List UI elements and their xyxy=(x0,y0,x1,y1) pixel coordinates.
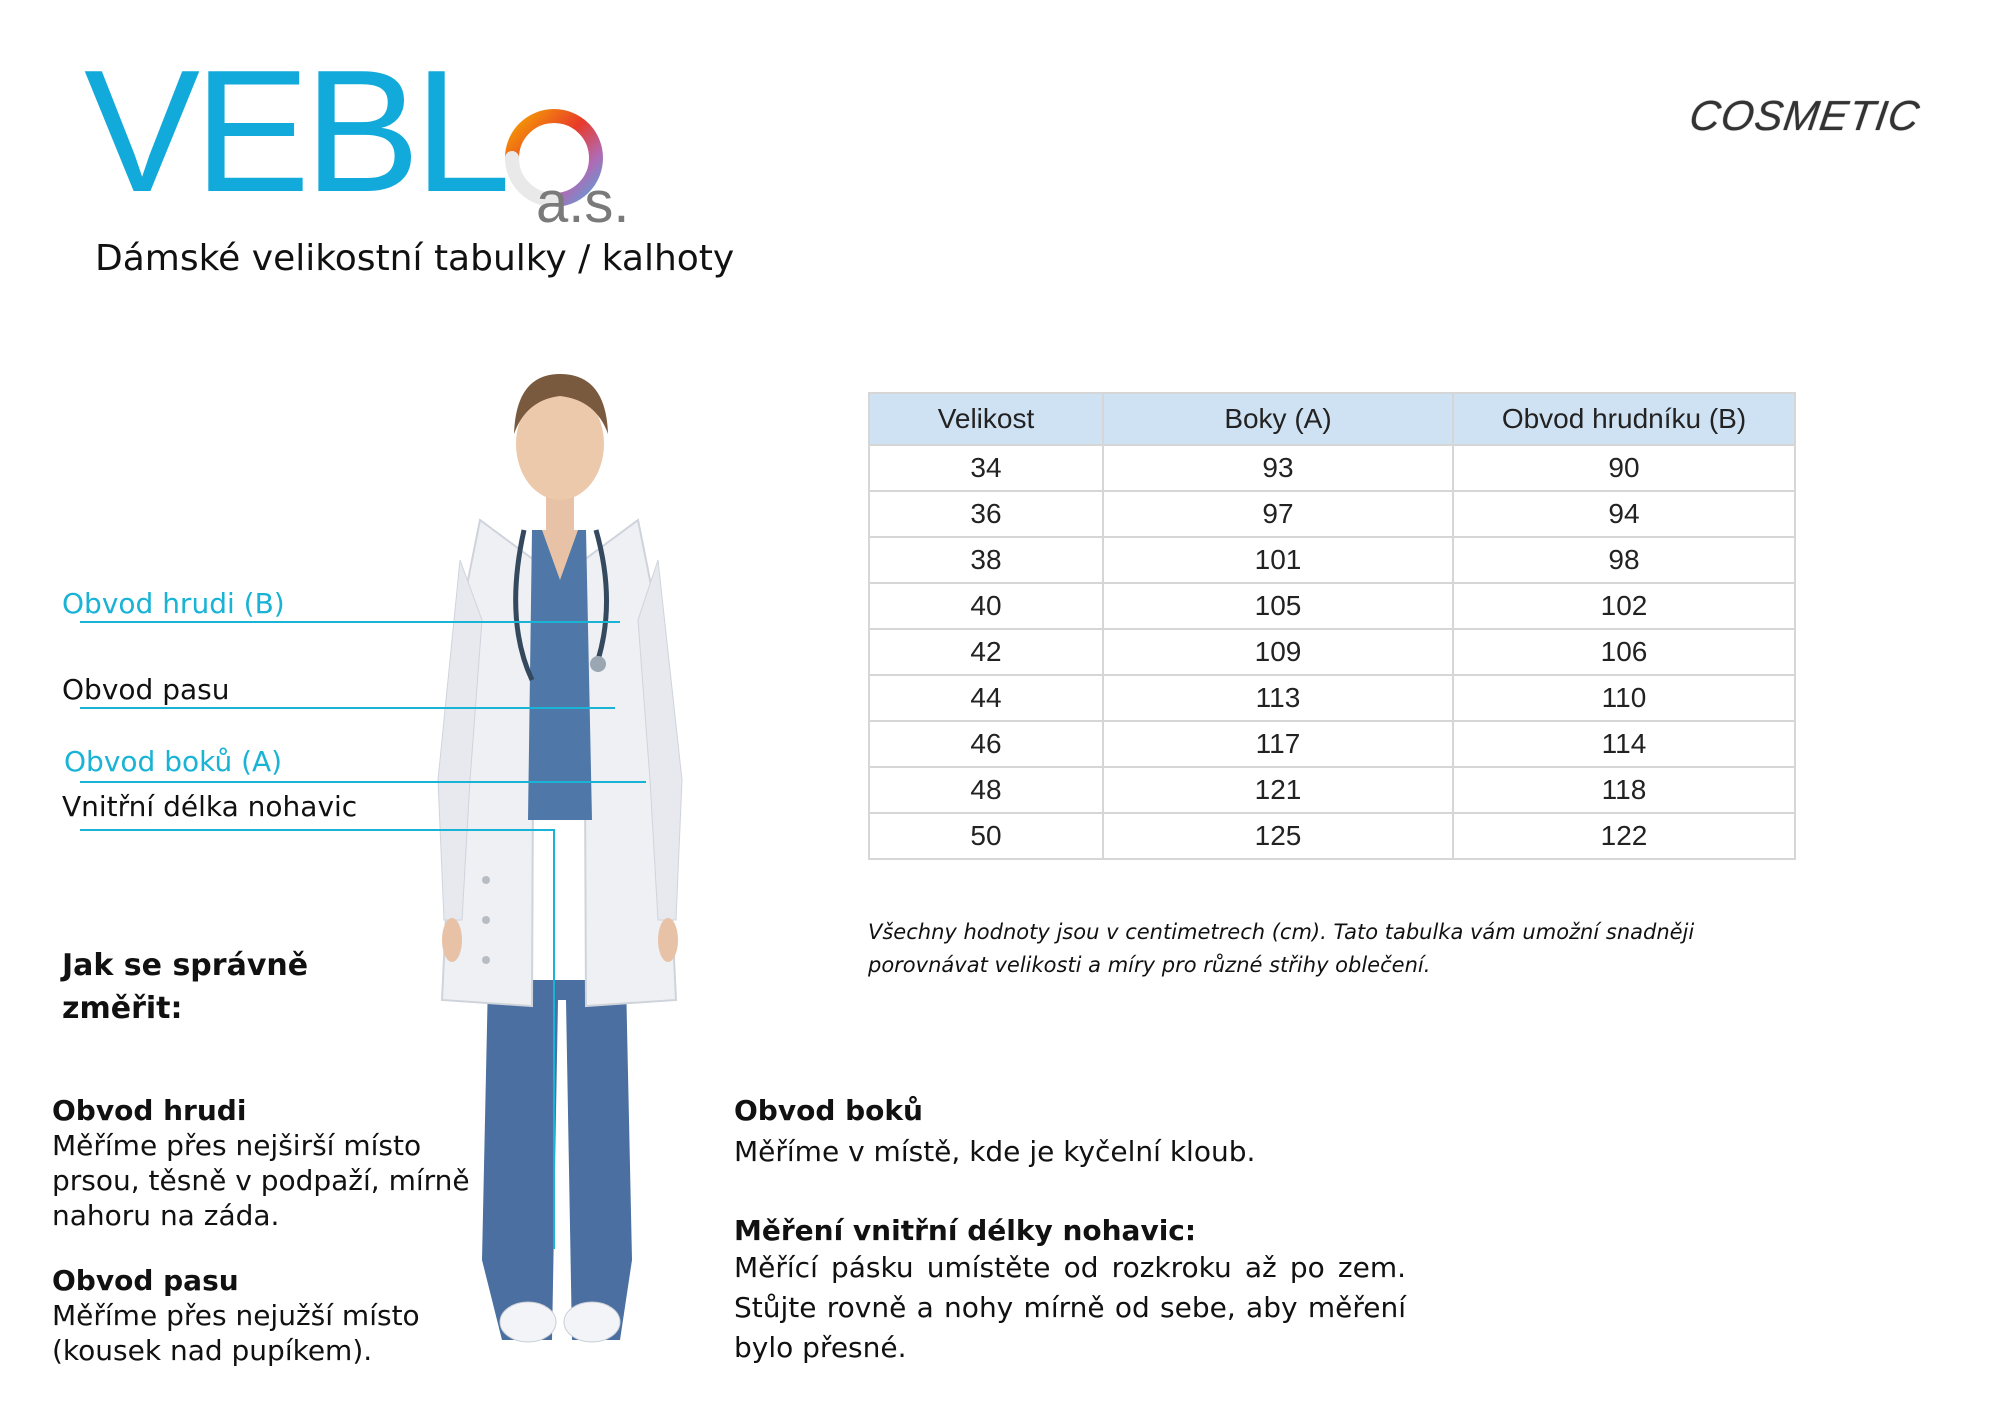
hips-section-heading: Obvod boků xyxy=(734,1094,923,1127)
cell-chest: 94 xyxy=(1453,491,1795,537)
waist-section-text: Měříme přes nejužší místo (kousek nad pupíkem). xyxy=(52,1298,420,1367)
table-row xyxy=(869,583,1795,629)
chest-measure-label: Obvod hrudi (B) xyxy=(62,587,285,620)
table-row xyxy=(869,675,1795,721)
cell-chest: 118 xyxy=(1453,767,1795,813)
cell-chest: 90 xyxy=(1453,445,1795,491)
header-hips: Boky (A) xyxy=(1103,393,1453,445)
chest-section-text: Měříme přes nejširší místo prsou, těsně v podpaží, mírně nahoru na záda. xyxy=(52,1128,470,1232)
chest-section xyxy=(52,1094,472,1233)
cell-chest: 110 xyxy=(1453,675,1795,721)
howto-heading: Jak se správně změřit: xyxy=(62,948,309,1026)
cell-hips: 109 xyxy=(1103,629,1453,675)
table-header-row xyxy=(869,393,1795,445)
logo-wordmark: VEBL xyxy=(84,33,505,228)
cell-hips: 93 xyxy=(1103,445,1453,491)
hips-measure-line xyxy=(80,781,646,783)
table-row xyxy=(869,629,1795,675)
table-row xyxy=(869,445,1795,491)
cell-size: 50 xyxy=(869,813,1103,859)
header-chest: Obvod hrudníku (B) xyxy=(1453,393,1795,445)
cell-chest: 98 xyxy=(1453,537,1795,583)
cell-size: 46 xyxy=(869,721,1103,767)
cell-size: 36 xyxy=(869,491,1103,537)
cell-hips: 105 xyxy=(1103,583,1453,629)
cell-hips: 97 xyxy=(1103,491,1453,537)
cell-chest: 114 xyxy=(1453,721,1795,767)
cell-hips: 113 xyxy=(1103,675,1453,721)
cell-size: 48 xyxy=(869,767,1103,813)
waist-section xyxy=(52,1264,452,1368)
hips-measure-label: Obvod boků (A) xyxy=(64,745,283,778)
table-row xyxy=(869,813,1795,859)
header-size: Velikost xyxy=(869,393,1103,445)
cell-hips: 101 xyxy=(1103,537,1453,583)
cell-chest: 122 xyxy=(1453,813,1795,859)
cell-chest: 106 xyxy=(1453,629,1795,675)
table-row xyxy=(869,767,1795,813)
waist-measure-label: Obvod pasu xyxy=(62,673,230,706)
chest-measure-line xyxy=(80,621,620,623)
inseam-measure-line xyxy=(80,829,555,831)
inseam-measure-label: Vnitřní délka nohavic xyxy=(62,790,358,823)
cell-size: 38 xyxy=(869,537,1103,583)
cell-size: 44 xyxy=(869,675,1103,721)
table-row xyxy=(869,491,1795,537)
size-table xyxy=(868,392,1796,860)
logo-suffix: a.s. xyxy=(536,170,630,235)
hips-section-text: Měříme v místě, kde je kyčelní kloub. xyxy=(734,1134,1256,1168)
table-note: Všechny hodnoty jsou v centimetrech (cm). Tato tabulka vám umožní snadněji porovnávat velikosti a míry pro různé střihy oblečení. xyxy=(868,920,1695,977)
cell-hips: 117 xyxy=(1103,721,1453,767)
cell-hips: 121 xyxy=(1103,767,1453,813)
table-row xyxy=(869,721,1795,767)
brand-label: COSMETIC xyxy=(1686,92,1924,139)
cell-chest: 102 xyxy=(1453,583,1795,629)
inseam-section-text: Měřící pásku umístěte od rozkroku až po zem. Stůjte rovně a nohy mírně od sebe, aby měření bylo přesné. xyxy=(734,1250,1406,1364)
inseam-vertical-line xyxy=(553,829,555,1249)
cell-size: 42 xyxy=(869,629,1103,675)
inseam-section xyxy=(734,1214,1406,1368)
waist-section-heading: Obvod pasu xyxy=(52,1264,239,1297)
waist-measure-line xyxy=(80,707,615,709)
cell-size: 40 xyxy=(869,583,1103,629)
hips-section xyxy=(734,1094,1414,1169)
company-logo xyxy=(84,33,644,235)
page-title: Dámské velikostní tabulky / kalhoty xyxy=(95,238,735,279)
cell-hips: 125 xyxy=(1103,813,1453,859)
cell-size: 34 xyxy=(869,445,1103,491)
inseam-section-heading: Měření vnitřní délky nohavic: xyxy=(734,1214,1197,1247)
chest-section-heading: Obvod hrudi xyxy=(52,1094,247,1127)
table-row xyxy=(869,537,1795,583)
